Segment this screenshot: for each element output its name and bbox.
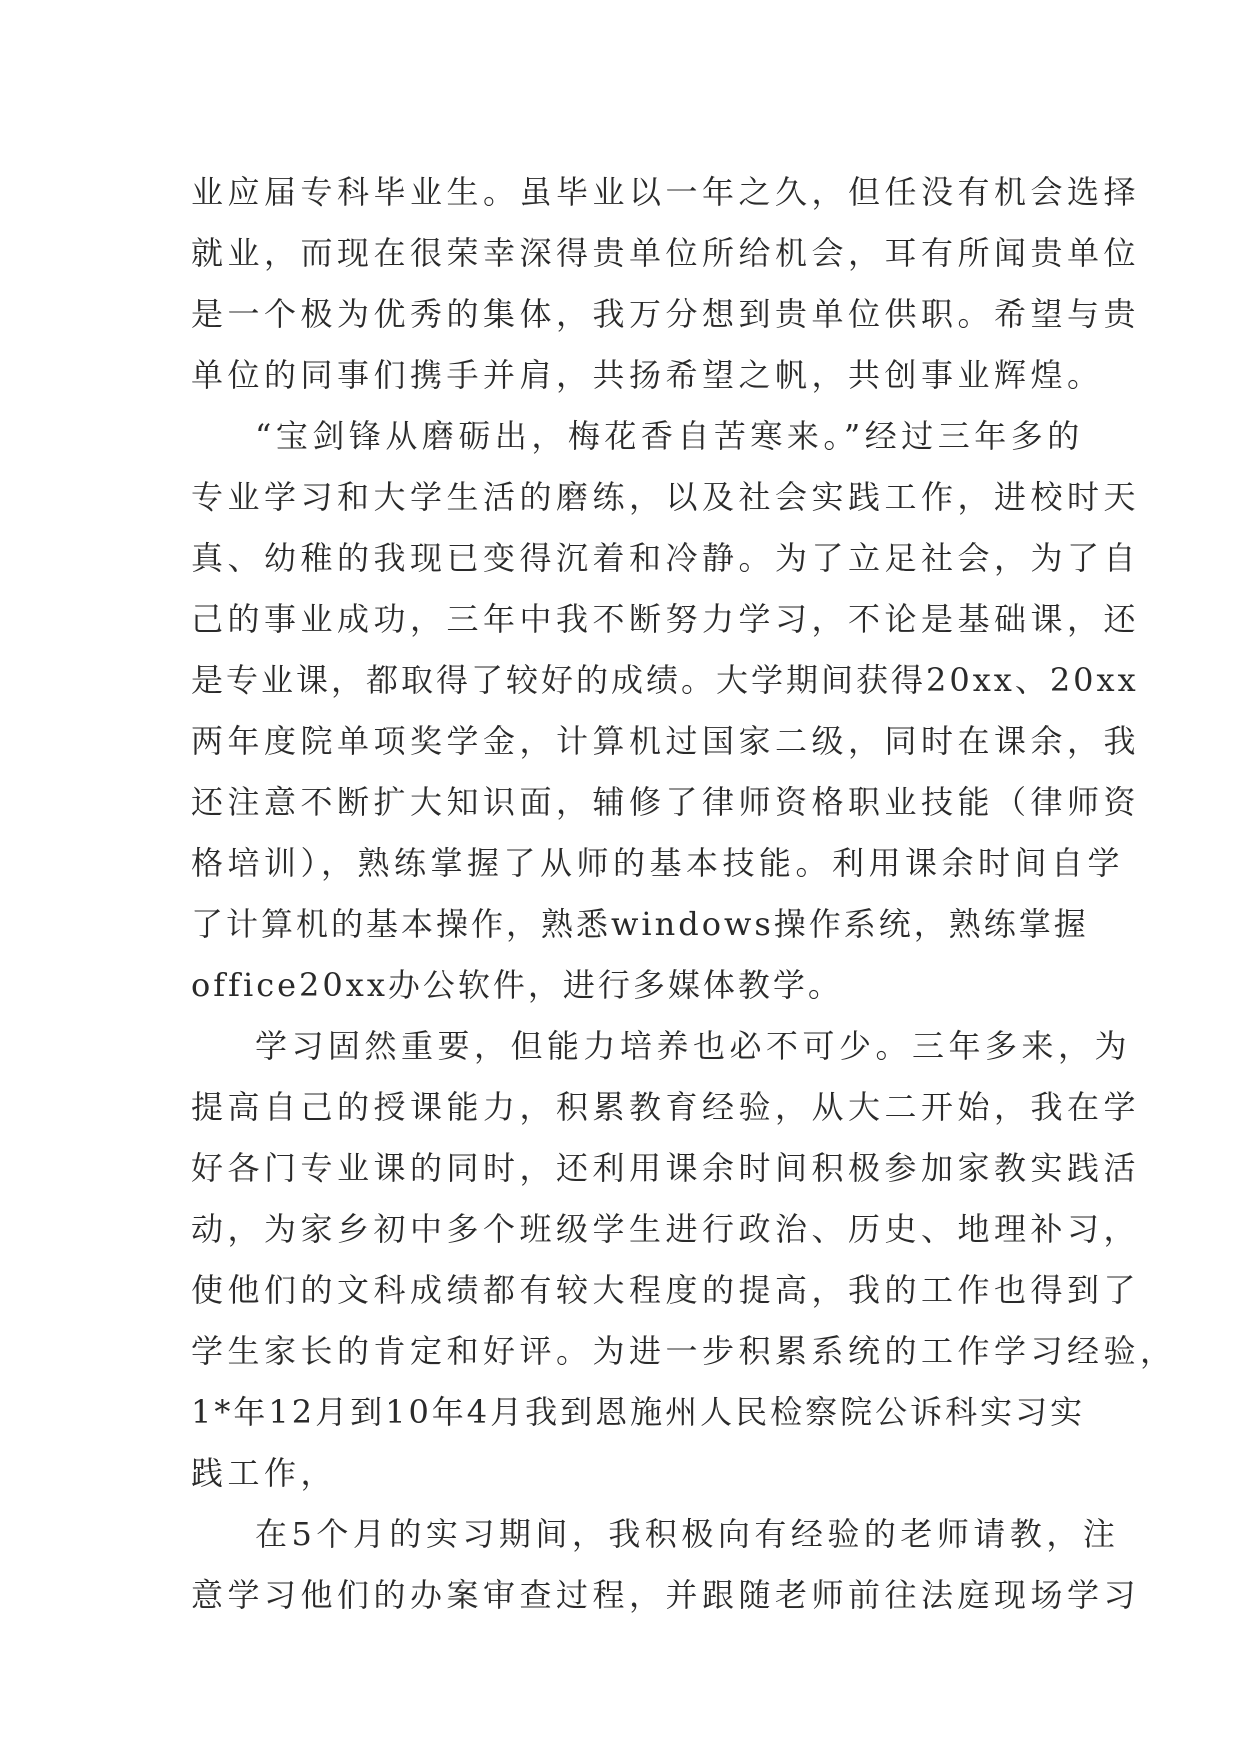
text-line: 业应届专科毕业生。虽毕业以一年之久，但任没有机会选择 [191,173,1141,211]
text-line: 就业，而现在很荣幸深得贵单位所给机会，耳有所闻贵单位 [191,234,1141,272]
paragraph-start-line: 学习固然重要，但能力培养也必不可少。三年多来，为 [255,1027,1132,1065]
text-line: 了计算机的基本操作，熟悉windows操作系统，熟练掌握 [191,905,1089,943]
text-line: 专业学习和大学生活的磨练，以及社会实践工作，进校时天 [191,478,1141,516]
text-line: 提高自己的授课能力，积累教育经验，从大二开始，我在学 [191,1088,1141,1126]
text-line: 动，为家乡初中多个班级学生进行政治、历史、地理补习， [191,1210,1141,1248]
paragraph-start-line: “宝剑锋从磨砺出，梅花香自苦寒来。”经过三年多的 [255,417,1084,455]
text-line: 单位的同事们携手并肩，共扬希望之帆，共创事业辉煌。 [191,356,1104,394]
text-line: office20xx办公软件，进行多媒体教学。 [191,966,843,1004]
text-line: 是一个极为优秀的集体，我万分想到贵单位供职。希望与贵 [191,295,1141,333]
text-line: 使他们的文科成绩都有较大程度的提高，我的工作也得到了 [191,1271,1141,1309]
text-line: 意学习他们的办案审查过程，并跟随老师前往法庭现场学习 [191,1576,1141,1614]
text-line: 两年度院单项奖学金，计算机过国家二级，同时在课余，我 [191,722,1141,760]
text-line: 1*年12月到10年4月我到恩施州人民检察院公诉科实习实 [191,1393,1086,1431]
text-line: 是专业课，都取得了较好的成绩。大学期间获得20xx、20xx [191,661,1139,699]
text-line: 真、幼稚的我现已变得沉着和冷静。为了立足社会，为了自 [191,539,1141,577]
text-line: 好各门专业课的同时，还利用课余时间积极参加家教实践活 [191,1149,1141,1187]
document-body [191,162,1177,1626]
text-line: 己的事业成功，三年中我不断努力学习，不论是基础课，还 [191,600,1141,638]
text-line: 学生家长的肯定和好评。为进一步积累系统的工作学习经验， [191,1332,1177,1370]
text-line: 格培训），熟练掌握了从师的基本技能。利用课余时间自学 [191,844,1125,882]
text-line: 还注意不断扩大知识面，辅修了律师资格职业技能（律师资 [191,783,1141,821]
text-line: 践工作， [191,1454,338,1492]
paragraph-start-line: 在5个月的实习期间，我积极向有经验的老师请教，注 [255,1515,1120,1553]
